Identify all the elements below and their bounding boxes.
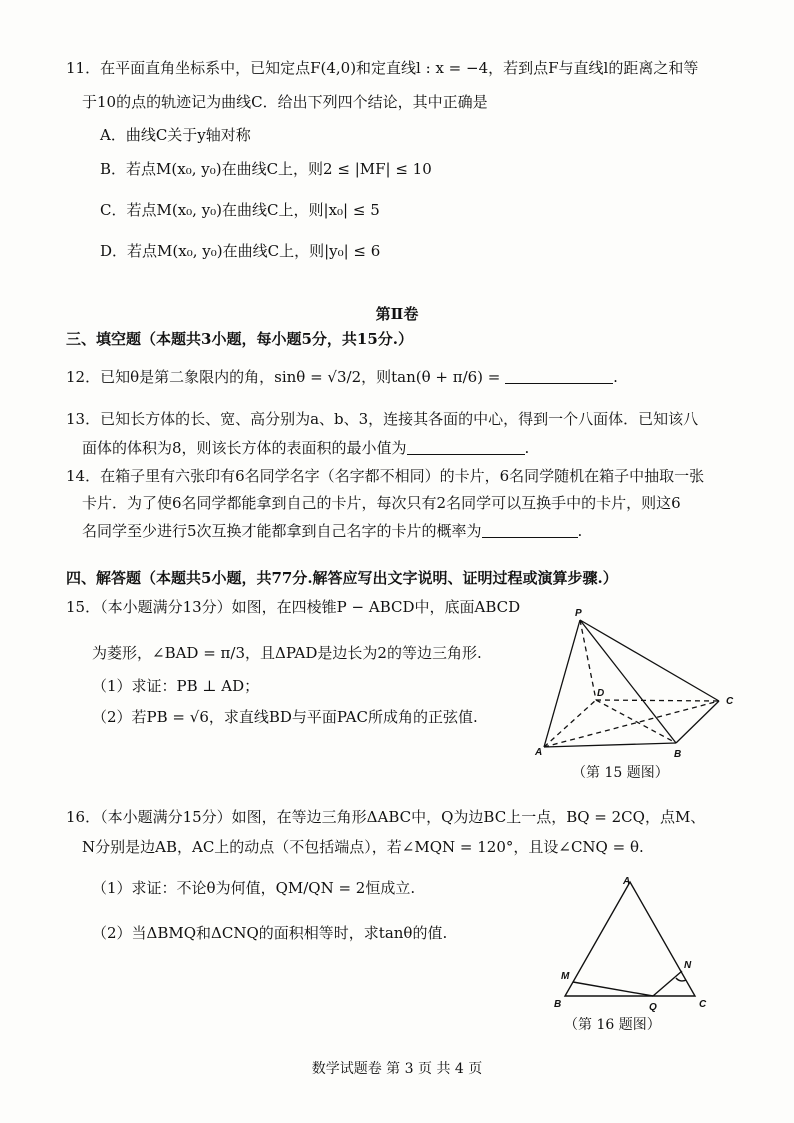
q16-caption: （第 16 题图） xyxy=(564,1017,661,1033)
label-n: N xyxy=(684,960,692,971)
label-a: A xyxy=(535,747,543,758)
q16-triangle-figure xyxy=(548,868,718,1018)
edge-pd xyxy=(580,620,596,700)
label-c: C xyxy=(699,999,707,1010)
q16-line-4: （2）当ΔBMQ和ΔCNQ的面积相等时，求tanθ的值. xyxy=(92,924,448,942)
diagonal-ac xyxy=(544,701,719,747)
q15-line-2: 为菱形，∠BAD = π/3，且ΔPAD是边长为2的等边三角形. xyxy=(92,644,482,662)
q15-line-1: 15．（本小题满分13分）如图，在四棱锥P − ABCD中，底面ABCD xyxy=(66,598,521,616)
q14-line-1: 14．在箱子里有六张印有6名同学名字（名字都不相同）的卡片，6名同学随机在箱子中抽取一张 xyxy=(66,467,705,485)
q14-line-2: 卡片．为了使6名同学都能拿到自己的卡片，每次只有2名同学可以互换手中的卡片，则这6 xyxy=(82,494,681,512)
edge-ab xyxy=(544,743,676,747)
q11-option-d: D．若点M(x₀, y₀)在曲线C上，则|y₀| ≤ 6 xyxy=(100,242,381,260)
q12-end: . xyxy=(613,368,618,386)
segment-mq xyxy=(573,982,653,996)
q16-line-1: 16．（本小题满分15分）如图，在等边三角形ΔABC中，Q为边BC上一点，BQ = 2CQ，点M、 xyxy=(66,808,706,826)
q11-option-b: B．若点M(x₀, y₀)在曲线C上，则2 ≤ |MF| ≤ 10 xyxy=(100,160,432,178)
q12-line-1 xyxy=(66,366,618,388)
q11-option-c: C．若点M(x₀, y₀)在曲线C上，则|x₀| ≤ 5 xyxy=(100,201,380,219)
q13-answer-blank[interactable] xyxy=(407,438,525,455)
edge-bc xyxy=(676,701,719,743)
section-3-title: 三、填空题（本题共3小题，每小题5分，共15分.） xyxy=(66,330,413,348)
label-b: B xyxy=(554,999,562,1010)
q11-line-1: 11．在平面直角坐标系中，已知定点F(4,0)和定直线l : x = −4，若到点F与直线l的距离之和等 xyxy=(66,59,699,77)
q14-line-3 xyxy=(82,520,582,542)
q13-line-2 xyxy=(82,437,529,459)
label-c: C xyxy=(726,696,734,707)
q15-line-3: （1）求证：PB ⊥ AD； xyxy=(92,677,260,695)
q16-line-2: N分别是边AB，AC上的动点（不包括端点），若∠MQN = 120°，且设∠CNQ = θ. xyxy=(82,838,644,856)
triangle-abc xyxy=(565,882,695,996)
diagonal-bd xyxy=(596,700,676,743)
q13-end: . xyxy=(524,439,530,457)
q15-caption: （第 15 题图） xyxy=(572,765,669,781)
part-2-title: 第Ⅱ卷 xyxy=(375,305,419,323)
edge-ad xyxy=(544,700,596,747)
edge-dc xyxy=(596,700,719,701)
section-4-title: 四、解答题（本题共5小题，共77分.解答应写出文字说明、证明过程或演算步骤.） xyxy=(66,569,618,587)
label-m: M xyxy=(561,971,570,982)
q16-line-3: （1）求证：不论θ为何值，QM/QN = 2恒成立. xyxy=(92,879,416,897)
label-q: Q xyxy=(649,1002,657,1013)
segment-qn xyxy=(653,971,682,996)
label-d: D xyxy=(597,688,605,699)
q13-line-1: 13．已知长方体的长、宽、高分别为a、b、3，连接其各面的中心，得到一个八面体．已知该八 xyxy=(66,410,699,428)
edge-pa xyxy=(544,620,580,747)
q14-end: . xyxy=(577,522,583,540)
q14-answer-blank[interactable] xyxy=(482,521,578,538)
label-b: B xyxy=(674,749,682,760)
q11-line-2: 于10的点的轨迹记为曲线C．给出下列四个结论，其中正确是 xyxy=(82,93,488,111)
q11-option-a: A．曲线C关于y轴对称 xyxy=(100,126,251,144)
label-a: A xyxy=(623,876,631,887)
q12-text: 12．已知θ是第二象限内的角，sinθ = √3/2，则tan(θ + π/6) = xyxy=(66,368,501,386)
edge-pb xyxy=(580,620,676,743)
q14-text: 名同学至少进行5次互换才能都拿到自己名字的卡片的概率为 xyxy=(82,522,482,540)
q15-line-4: （2）若PB = √6，求直线BD与平面PAC所成角的正弦值. xyxy=(92,708,478,726)
q12-answer-blank[interactable] xyxy=(505,367,613,384)
q13-text: 面体的体积为8，则该长方体的表面积的最小值为 xyxy=(82,439,407,457)
label-p: P xyxy=(575,608,582,619)
page-footer: 数学试题卷 第 3 页 共 4 页 xyxy=(311,1061,483,1077)
